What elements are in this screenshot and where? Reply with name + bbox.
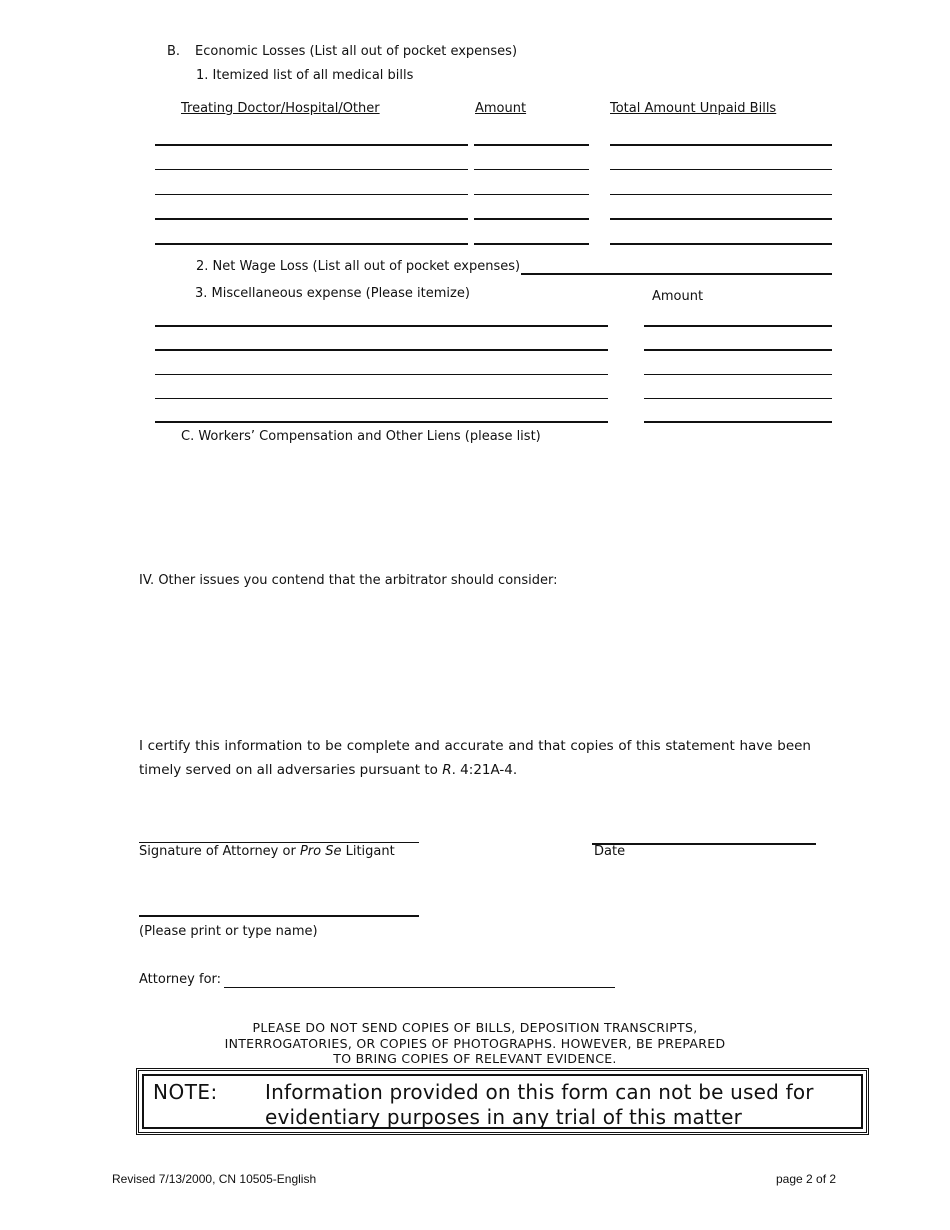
item3-label: 3. Miscellaneous expense (Please itemize) <box>195 286 470 301</box>
amount-line[interactable] <box>474 243 589 245</box>
misc-item-line[interactable] <box>155 398 608 399</box>
unpaid-line[interactable] <box>610 194 832 195</box>
date-label: Date <box>594 844 626 859</box>
provider-line[interactable] <box>155 144 468 146</box>
misc-item-line[interactable] <box>155 325 608 327</box>
signature-line[interactable] <box>139 842 419 843</box>
signature-label: Signature of Attorney or Pro Se Litigant <box>139 844 395 859</box>
unpaid-line[interactable] <box>610 243 832 245</box>
attorney-for-label: Attorney for: <box>139 972 222 987</box>
col-header-provider: Treating Doctor/Hospital/Other <box>181 101 380 116</box>
net-wage-loss-line[interactable] <box>521 273 832 275</box>
misc-amount-line[interactable] <box>644 349 832 351</box>
print-name-label: (Please print or type name) <box>139 924 318 939</box>
note-label: NOTE: <box>153 1080 218 1104</box>
note-line-2: evidentiary purposes in any trial of this matter <box>265 1105 743 1129</box>
col-header-unpaid: Total Amount Unpaid Bills <box>610 101 777 116</box>
notice-line-2: INTERROGATORIES, OR COPIES OF PHOTOGRAPHS. HOWEVER, BE PREPARED <box>224 1035 726 1051</box>
section-b-letter: B. <box>167 44 181 59</box>
unpaid-line[interactable] <box>610 144 832 146</box>
section-c-heading: C. Workers’ Compensation and Other Liens (please list) <box>181 429 541 444</box>
evidence-notice <box>160 1020 790 1067</box>
provider-line[interactable] <box>155 169 468 170</box>
item2-label: 2. Net Wage Loss (List all out of pocket expenses) <box>196 259 521 274</box>
notice-line-3: TO BRING COPIES OF RELEVANT EVIDENCE. <box>333 1051 617 1066</box>
item1-label: 1. Itemized list of all medical bills <box>196 68 414 83</box>
note-line-1: Information provided on this form can not be used for <box>265 1080 814 1104</box>
print-name-line[interactable] <box>139 915 419 917</box>
misc-amount-label: Amount <box>652 289 704 304</box>
certification-text: I certify this information to be complete and accurate and that copies of this statement have been timely served on all adversaries pursuant to R. 4:21A-4. <box>139 738 811 778</box>
note-text <box>265 1080 814 1130</box>
note-box-inner <box>142 1074 863 1129</box>
date-line[interactable] <box>592 843 816 845</box>
attorney-for-line[interactable] <box>224 987 615 988</box>
amount-line[interactable] <box>474 194 589 195</box>
misc-amount-line[interactable] <box>644 398 832 399</box>
section-b-heading: Economic Losses (List all out of pocket expenses) <box>195 44 518 59</box>
revision-footer: Revised 7/13/2000, CN 10505-English <box>112 1172 317 1186</box>
misc-item-line[interactable] <box>155 421 608 423</box>
section-iv-heading: IV. Other issues you contend that the arbitrator should consider: <box>139 573 558 588</box>
notice-line-1: PLEASE DO NOT SEND COPIES OF BILLS, DEPOSITION TRANSCRIPTS, <box>252 1020 698 1035</box>
amount-line[interactable] <box>474 218 589 220</box>
provider-line[interactable] <box>155 218 468 220</box>
note-box <box>136 1068 869 1135</box>
col-header-amount: Amount <box>475 101 527 116</box>
amount-line[interactable] <box>474 144 589 146</box>
misc-amount-line[interactable] <box>644 325 832 327</box>
misc-amount-line[interactable] <box>644 421 832 423</box>
provider-line[interactable] <box>155 194 468 195</box>
page-number: page 2 of 2 <box>776 1172 837 1186</box>
provider-line[interactable] <box>155 243 468 245</box>
misc-item-line[interactable] <box>155 374 608 375</box>
amount-line[interactable] <box>474 169 589 170</box>
misc-amount-line[interactable] <box>644 374 832 375</box>
unpaid-line[interactable] <box>610 169 832 170</box>
misc-item-line[interactable] <box>155 349 608 351</box>
unpaid-line[interactable] <box>610 218 832 220</box>
